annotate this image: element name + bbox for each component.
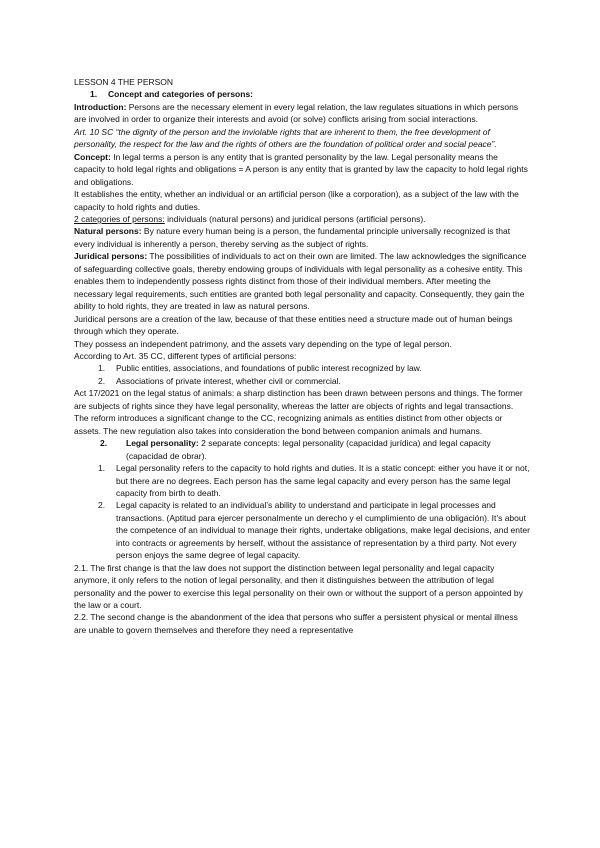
concept-label: Concept:: [74, 151, 111, 162]
section-number: 2.: [100, 438, 108, 449]
act17-paragraph: Act 17/2021 on the legal status of animals: a sharp distinction has been drawn between persons and things. The former are subjects of rights since they have legal personality, whereas the latter are objects of rights and legal transactions.: [74, 388, 523, 411]
list-number: 2.: [98, 500, 106, 511]
natural-label: Natural persons:: [74, 226, 142, 237]
categories-label: 2 categories of persons:: [74, 213, 165, 224]
personality-list: [74, 462, 530, 562]
lesson-title: LESSON 4 THE PERSON: [74, 77, 174, 87]
section-2-text-wrap: [126, 437, 530, 462]
section-title: Concept and categories of persons:: [108, 89, 253, 100]
list-number: 2.: [98, 375, 106, 386]
art35-list: [74, 362, 530, 387]
list-number: 1.: [98, 363, 106, 374]
art10-quote: Art. 10 SC “the dignity of the person and the inviolable rights that are inherent to them, the free development of personality, the respect for the law and the rights of others are the foundation of political order and social peace”.: [74, 126, 497, 150]
juridical-persons-paragraph: [74, 250, 530, 312]
natural-text: By nature every human being is a person, the fundamental principle universally recognized is that every individual is inherently a person, thereby serving as the subject of rights.: [74, 226, 511, 249]
paragraph-2-1: 2.1. The first change is that the law does not support the distinction between legal personality and legal capacity anymore, it only refers to the notion of legal personality, and then it distinguishes between the attribution of legal personality and the power to exercise this legal personality on their own or without the support of a person appointed by the law or a court.: [74, 562, 523, 611]
intro-label: Introduction:: [74, 101, 127, 112]
categories-text: individuals (natural persons) and juridical persons (artificial persons).: [164, 213, 426, 224]
list-number: 1.: [98, 463, 106, 474]
list-item: [74, 362, 530, 374]
patrimony-paragraph: They possess an independent patrimony, and the assets vary depending on the type of legal person.: [74, 338, 452, 349]
section-2-heading: [74, 437, 530, 462]
list-text: Legal personality refers to the capacity to hold rights and duties. It is a static concept: either you have it or not, but there are no degrees. Each person has the same legal capacity and every person has the same legal capacity from birth to death.: [116, 463, 530, 498]
natural-persons-paragraph: [74, 225, 530, 250]
section-title: Legal personality:: [126, 438, 199, 449]
list-item: [74, 462, 530, 499]
concept-text: In legal terms a person is any entity that is granted personality by the law. Legal personality means the capacity to hold legal rights and obligations = A person is any entity that is granted by law the capacity to hold legal rights and obligations.: [74, 151, 528, 187]
list-item: [74, 375, 530, 387]
list-item: [74, 499, 530, 561]
document-page: [74, 76, 530, 636]
paragraph-2-2: 2.2. The second change is the abandonment of the idea that persons who suffer a persistent physical or mental illness are unable to govern themselves and therefore they need a representative: [74, 612, 518, 635]
list-text: Public entities, associations, and foundations of public interest recognized by law.: [116, 363, 422, 374]
juridical-label: Juridical persons:: [74, 251, 148, 262]
art35-paragraph: According to Art. 35 CC, different types of artificial persons:: [74, 350, 297, 361]
categories-paragraph: [74, 213, 530, 225]
juridical-text: The possibilities of individuals to act on their own are limited. The law acknowledges the significance of safeguarding collective goals, thereby endowing groups of individuals with legal personality as a cohesive entity. This enables them to independently possess rights distinct from those of their individual members. After meeting the necessary legal requirements, such entities are granted both legal personality and capacity. Consequently, they gain the ability to hold rights, they are treated in law as natural persons.: [74, 251, 527, 312]
section-1-heading: [74, 88, 530, 100]
creation-paragraph: Juridical persons are a creation of the law, because of that these entities need a structure made out of human beings through which they operate.: [74, 313, 513, 337]
concept-paragraph: [74, 151, 530, 188]
reform-paragraph: The reform introduces a significant change to the CC, recognizing animals as entities distinct from other objects or assets. The new regulation also takes into consideration the bond between companion animals and humans.: [74, 413, 503, 436]
list-text: Legal capacity is related to an individual’s ability to understand and participate in legal processes and transactions. (Aptitud para ejercer personalmente un derecho y el cumplimiento de una obligación). It’s about the competence of an individual to manage their rights, undertake obligations, make legal decisions, and enter into contracts or agreements by herself, without the assistance of representation by a third party. Not every person enjoys the same degree of legal capacity.: [116, 500, 530, 561]
intro-paragraph: [74, 101, 530, 126]
section-2-text: 2 separate concepts: legal personality (capacidad jurídica) and legal capacity (capacidad de obrar).: [126, 438, 491, 461]
intro-text: Persons are the necessary element in every legal relation, the law regulates situations in which persons are involved in order to organize their interests and avoid (or solve) conflicts arising from social interactions.: [74, 101, 519, 125]
section-number: 1.: [90, 89, 98, 100]
list-text: Associations of private interest, whether civil or commercial.: [116, 375, 341, 386]
establishes-paragraph: It establishes the entity, whether an individual or an artificial person (like a corporation), as a subject of the law with the capacity to hold rights and duties.: [74, 189, 519, 212]
